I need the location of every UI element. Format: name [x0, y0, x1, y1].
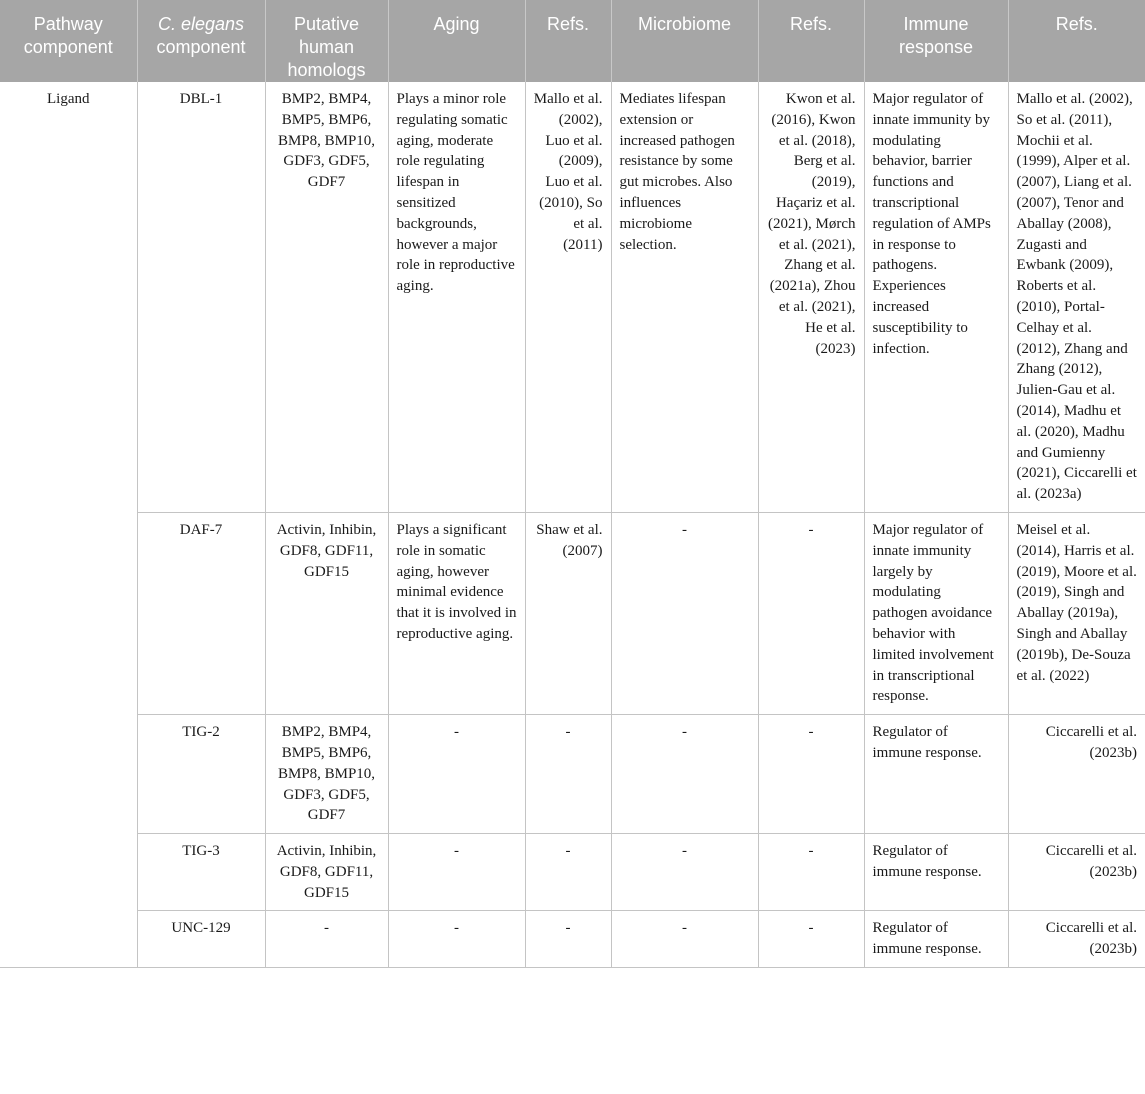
- homologs-cell: BMP2, BMP4, BMP5, BMP6, BMP8, BMP10, GDF3, GDF5, GDF7: [265, 82, 388, 512]
- header-aging: Aging: [388, 0, 525, 82]
- immune-cell: Major regulator of innate immunity by modulating behavior, barrier functions and transcriptional regulation of AMPs in response to pathogens. Experiences increased susceptibility to infection.: [864, 82, 1008, 512]
- microbiome-cell: -: [611, 911, 758, 968]
- table-row: [0, 715, 1145, 834]
- aging-refs-cell: -: [525, 715, 611, 834]
- table-row: [0, 512, 1145, 714]
- aging-cell: -: [388, 834, 525, 911]
- homologs-cell: -: [265, 911, 388, 968]
- immune-cell: Regulator of immune response.: [864, 911, 1008, 968]
- microbiome-refs-cell: -: [758, 834, 864, 911]
- microbiome-cell: -: [611, 834, 758, 911]
- aging-refs-cell: -: [525, 834, 611, 911]
- header-immune-response: Immune response: [864, 0, 1008, 82]
- component-cell: UNC-129: [137, 911, 265, 968]
- homologs-cell: Activin, Inhibin, GDF8, GDF11, GDF15: [265, 834, 388, 911]
- immune-cell: Regulator of immune response.: [864, 715, 1008, 834]
- header-component-species: C. elegans: [157, 14, 245, 34]
- header-aging-refs: Refs.: [525, 0, 611, 82]
- header-row: [0, 0, 1145, 82]
- immune-refs-cell: Ciccarelli et al. (2023b): [1008, 911, 1145, 968]
- header-microbiome: Microbiome: [611, 0, 758, 82]
- immune-refs-cell: Meisel et al. (2014), Harris et al. (2019), Moore et al. (2019), Singh and Aballay (2019a), Singh and Aballay (2019b), De-Souza et al. (2022): [1008, 512, 1145, 714]
- aging-refs-cell: Mallo et al. (2002), Luo et al. (2009), Luo et al. (2010), So et al. (2011): [525, 82, 611, 512]
- table-row: [0, 834, 1145, 911]
- microbiome-refs-cell: -: [758, 911, 864, 968]
- microbiome-cell: Mediates lifespan extension or increased pathogen resistance by some gut microbes. Also influences microbiome selection.: [611, 82, 758, 512]
- pathway-component-cell: Ligand: [0, 82, 137, 968]
- component-cell: DAF-7: [137, 512, 265, 714]
- component-cell: TIG-3: [137, 834, 265, 911]
- immune-cell: Major regulator of innate immunity largely by modulating pathogen avoidance behavior with limited involvement in transcriptional response.: [864, 512, 1008, 714]
- aging-refs-cell: Shaw et al. (2007): [525, 512, 611, 714]
- homologs-cell: BMP2, BMP4, BMP5, BMP6, BMP8, BMP10, GDF3, GDF5, GDF7: [265, 715, 388, 834]
- component-cell: TIG-2: [137, 715, 265, 834]
- aging-cell: -: [388, 715, 525, 834]
- header-pathway-component: Pathway component: [0, 0, 137, 82]
- microbiome-refs-cell: Kwon et al. (2016), Kwon et al. (2018), Berg et al. (2019), Haçariz et al. (2021), Mørch et al. (2021), Zhang et al. (2021a), Zhou et al. (2021), He et al. (2023): [758, 82, 864, 512]
- header-microbiome-refs: Refs.: [758, 0, 864, 82]
- homologs-cell: Activin, Inhibin, GDF8, GDF11, GDF15: [265, 512, 388, 714]
- aging-cell: -: [388, 911, 525, 968]
- table-row: [0, 911, 1145, 968]
- microbiome-cell: -: [611, 715, 758, 834]
- header-human-homologs: Putative human homologs: [265, 0, 388, 82]
- microbiome-refs-cell: -: [758, 512, 864, 714]
- aging-refs-cell: -: [525, 911, 611, 968]
- header-c-elegans-component: [137, 0, 265, 82]
- header-immune-refs: Refs.: [1008, 0, 1145, 82]
- header-component-word: component: [156, 37, 246, 57]
- immune-refs-cell: Ciccarelli et al. (2023b): [1008, 715, 1145, 834]
- aging-cell: Plays a significant role in somatic aging, however minimal evidence that it is involved in reproductive aging.: [388, 512, 525, 714]
- immune-cell: Regulator of immune response.: [864, 834, 1008, 911]
- component-cell: DBL-1: [137, 82, 265, 512]
- immune-refs-cell: Mallo et al. (2002), So et al. (2011), Mochii et al. (1999), Alper et al. (2007), Liang et al. (2007), Tenor and Aballay (2008), Zugasti and Ewbank (2009), Roberts et al. (2010), Portal-Celhay et al. (2012), Zhang and Zhang (2012), Julien-Gau et al. (2014), Madhu et al. (2020), Madhu and Gumienny (2021), Ciccarelli et al. (2023a): [1008, 82, 1145, 512]
- immune-refs-cell: Ciccarelli et al. (2023b): [1008, 834, 1145, 911]
- aging-cell: Plays a minor role regulating somatic aging, moderate role regulating lifespan in sensitized backgrounds, however a major role in reproductive aging.: [388, 82, 525, 512]
- table-row: [0, 82, 1145, 512]
- microbiome-cell: -: [611, 512, 758, 714]
- microbiome-refs-cell: -: [758, 715, 864, 834]
